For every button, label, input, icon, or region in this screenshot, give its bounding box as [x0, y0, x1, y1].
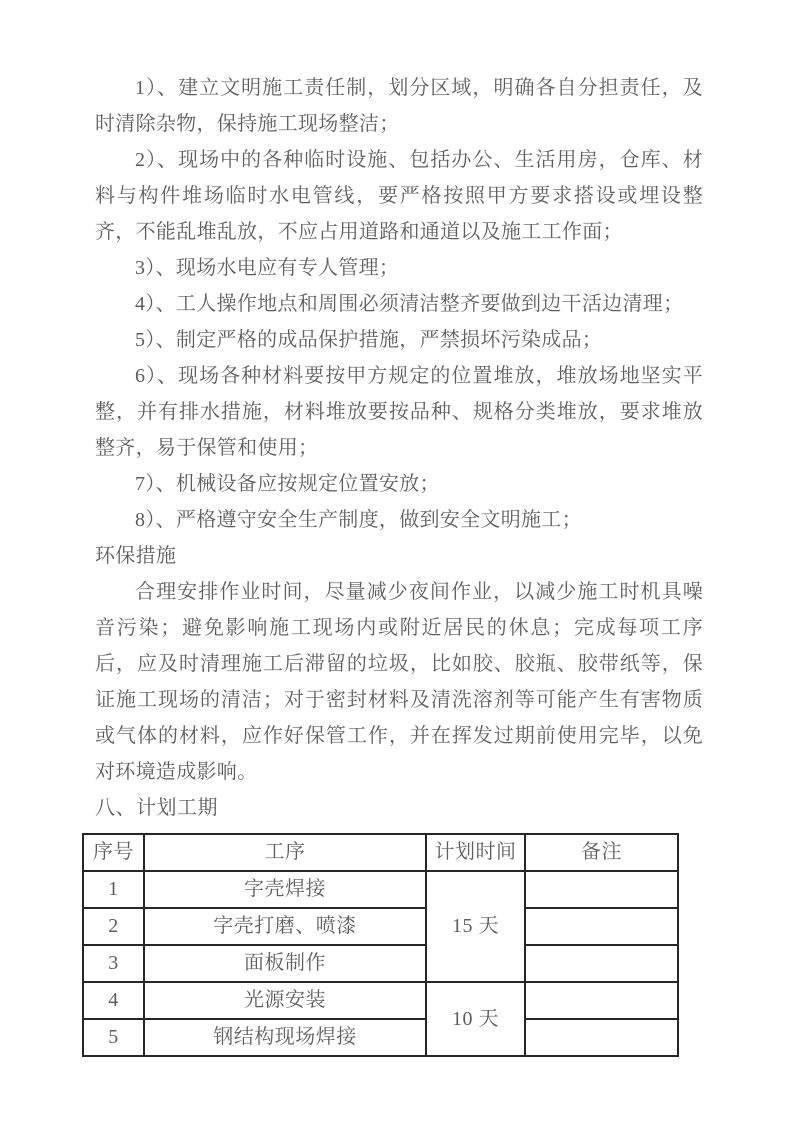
paragraph: 合理安排作业时间，尽量减少夜间作业，以减少施工时机具噪音污染；避免影响施工现场内或附近居民的休息；完成每项工序后，应及时清理施工后滞留的垃圾，比如胶、胶瓶、胶带纸等，保证施工现场的清洁；对于密封材料及清洗溶剂等可能产生有害物质或气体的材料，应作好保管工作，并在挥发过期前使用完毕，以免对环境造成影响。: [95, 581, 703, 783]
cell-process: 面板制作: [144, 945, 426, 982]
cell-process: 字壳打磨、喷漆: [144, 908, 426, 945]
paragraph: 7）、机械设备应按规定位置安放；: [135, 473, 440, 495]
table-row: [83, 945, 678, 982]
cell-process: 光源安装: [144, 982, 426, 1019]
paragraph: 3）、现场水电应有专人管理；: [135, 257, 400, 279]
paragraph: 环保措施: [95, 545, 177, 567]
cell-serial: 4: [83, 982, 144, 1019]
document-body: [95, 70, 703, 1057]
cell-process: 钢结构现场焊接: [144, 1019, 426, 1056]
cell-serial: 3: [83, 945, 144, 982]
section-heading: 八、计划工期: [95, 797, 218, 819]
column-header: 计划时间: [426, 834, 525, 871]
table-row: [83, 871, 678, 908]
table-row: [83, 1019, 678, 1056]
table-row: [83, 908, 678, 945]
paragraph: 1）、建立文明施工责任制，划分区域，明确各自分担责任，及时清除杂物，保持施工现场整洁；: [95, 77, 703, 135]
paragraph: 6）、现场各种材料要按甲方规定的位置堆放，堆放场地坚实平整，并有排水措施，材料堆放要按品种、规格分类堆放，要求堆放整齐，易于保管和使用；: [95, 365, 703, 459]
table-header-row: [83, 834, 678, 871]
paragraph: 2）、现场中的各种临时设施、包括办公、生活用房，仓库、材料与构件堆场临时水电管线，要严格按照甲方要求搭设或埋设整齐，不能乱堆乱放，不应占用道路和通道以及施工工作面；: [95, 149, 703, 243]
cell-remark: [525, 945, 678, 982]
cell-remark: [525, 982, 678, 1019]
column-header: 备注: [525, 834, 678, 871]
paragraph-list: [95, 70, 703, 790]
cell-serial: 2: [83, 908, 144, 945]
table-row: [83, 982, 678, 1019]
column-header: 工序: [144, 834, 426, 871]
table-body: [83, 871, 678, 1056]
paragraph: 4）、工人操作地点和周围必须清洁整齐要做到边干活边清理；: [135, 293, 684, 315]
cell-serial: 1: [83, 871, 144, 908]
column-header: 序号: [83, 834, 144, 871]
cell-serial: 5: [83, 1019, 144, 1056]
cell-remark: [525, 1019, 678, 1056]
cell-planned-time: 15 天: [426, 871, 525, 982]
paragraph: 5）、制定严格的成品保护措施，严禁损坏污染成品；: [135, 329, 603, 351]
cell-remark: [525, 908, 678, 945]
paragraph: 8）、严格遵守安全生产制度，做到安全文明施工；: [135, 509, 582, 531]
cell-planned-time: 10 天: [426, 982, 525, 1056]
cell-process: 字壳焊接: [144, 871, 426, 908]
schedule-table: [82, 833, 679, 1057]
cell-remark: [525, 871, 678, 908]
